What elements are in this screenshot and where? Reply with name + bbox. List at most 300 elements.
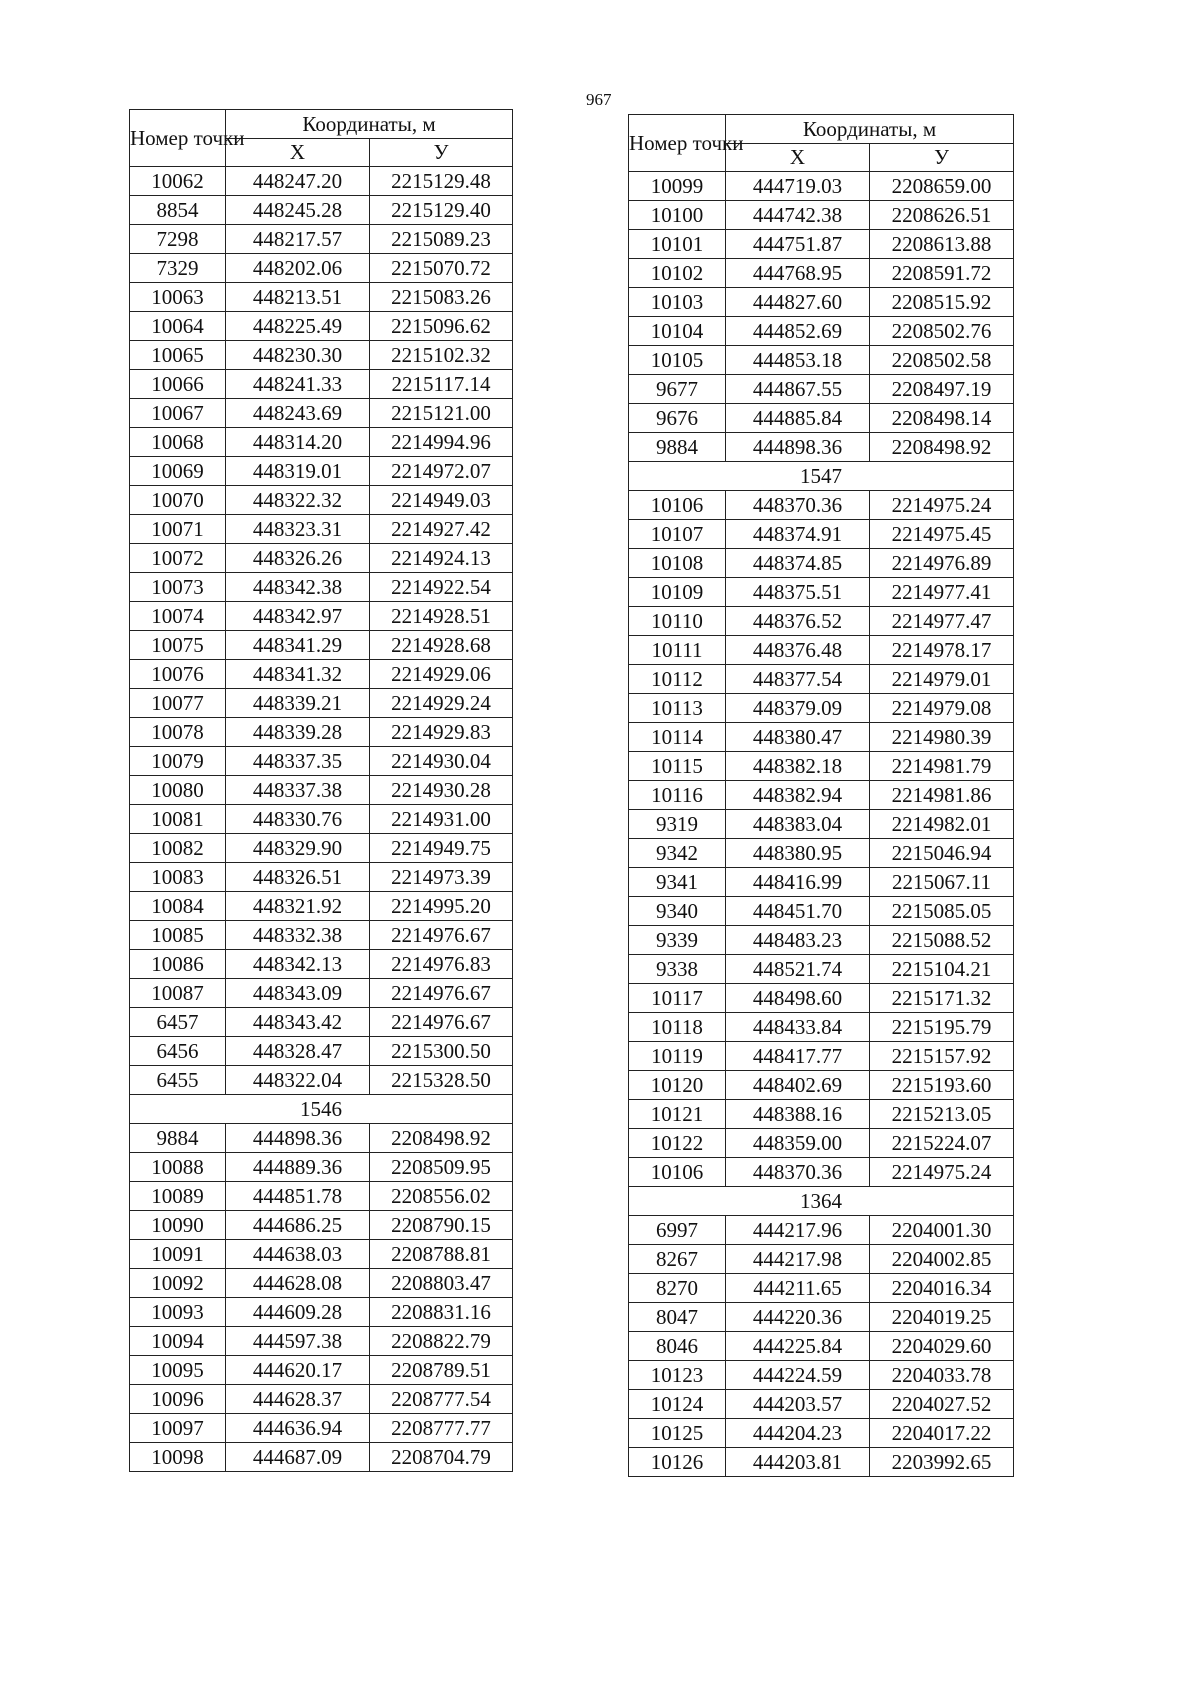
- x-coordinate-cell: 444620.17: [226, 1356, 370, 1385]
- y-coordinate-cell: 2214975.24: [870, 491, 1014, 520]
- table-row: [130, 167, 513, 196]
- x-coordinate-cell: 444628.08: [226, 1269, 370, 1298]
- point-number-cell: 10087: [130, 979, 226, 1008]
- x-coordinate-cell: 444609.28: [226, 1298, 370, 1327]
- y-coordinate-cell: 2208822.79: [370, 1327, 513, 1356]
- point-number-header: [629, 115, 744, 172]
- table-row: [629, 433, 1014, 462]
- y-coordinate-cell: 2204027.52: [870, 1390, 1014, 1419]
- table-row: [130, 457, 513, 486]
- y-coordinate-cell: 2214930.04: [370, 747, 513, 776]
- x-coordinate-cell: 444889.36: [226, 1153, 370, 1182]
- y-column-header: У: [870, 144, 1014, 172]
- y-coordinate-cell: 2203992.65: [870, 1448, 1014, 1477]
- table-row: [629, 839, 1014, 868]
- x-coordinate-cell: 444852.69: [726, 317, 870, 346]
- y-coordinate-cell: 2204017.22: [870, 1419, 1014, 1448]
- table-body-right: [629, 172, 1014, 1477]
- point-number-cell: 10108: [629, 549, 726, 578]
- y-coordinate-cell: 2204016.34: [870, 1274, 1014, 1303]
- x-coordinate-cell: 448339.21: [226, 689, 370, 718]
- x-coordinate-cell: 448322.04: [226, 1066, 370, 1095]
- table-row: [130, 1385, 513, 1414]
- x-coordinate-cell: 444636.94: [226, 1414, 370, 1443]
- point-number-cell: 10112: [629, 665, 726, 694]
- x-column-header: X: [226, 139, 370, 167]
- point-number-cell: 10072: [130, 544, 226, 573]
- x-coordinate-cell: 448359.00: [726, 1129, 870, 1158]
- point-number-cell: 10099: [629, 172, 726, 201]
- table-row: [629, 1332, 1014, 1361]
- x-coordinate-cell: 444898.36: [226, 1124, 370, 1153]
- table-row: [130, 341, 513, 370]
- y-coordinate-cell: 2214928.51: [370, 602, 513, 631]
- point-number-cell: 10095: [130, 1356, 226, 1385]
- parcel-number: 1546: [130, 1095, 513, 1124]
- point-number-cell: 10123: [629, 1361, 726, 1390]
- table-row: [130, 747, 513, 776]
- table-row: [629, 665, 1014, 694]
- x-coordinate-cell: 448341.32: [226, 660, 370, 689]
- y-coordinate-cell: 2215129.40: [370, 196, 513, 225]
- y-coordinate-cell: 2214979.01: [870, 665, 1014, 694]
- table-row: [130, 486, 513, 515]
- y-coordinate-cell: 2204033.78: [870, 1361, 1014, 1390]
- x-coordinate-cell: 448326.26: [226, 544, 370, 573]
- y-coordinate-cell: 2204001.30: [870, 1216, 1014, 1245]
- table-row: [130, 979, 513, 1008]
- y-coordinate-cell: 2214975.45: [870, 520, 1014, 549]
- y-coordinate-cell: 2204002.85: [870, 1245, 1014, 1274]
- x-coordinate-cell: 444224.59: [726, 1361, 870, 1390]
- y-coordinate-cell: 2214980.39: [870, 723, 1014, 752]
- y-coordinate-cell: 2208498.92: [370, 1124, 513, 1153]
- x-coordinate-cell: 448342.13: [226, 950, 370, 979]
- table-row: [130, 1211, 513, 1240]
- x-coordinate-cell: 448339.28: [226, 718, 370, 747]
- coordinates-header: Координаты, м: [226, 110, 513, 139]
- x-coordinate-cell: 444220.36: [726, 1303, 870, 1332]
- x-coordinate-cell: 444867.55: [726, 375, 870, 404]
- x-coordinate-cell: 444827.60: [726, 288, 870, 317]
- point-number-cell: 10107: [629, 520, 726, 549]
- y-coordinate-cell: 2214975.24: [870, 1158, 1014, 1187]
- table-row: [629, 984, 1014, 1013]
- point-number-cell: 6455: [130, 1066, 226, 1095]
- x-coordinate-cell: 448247.20: [226, 167, 370, 196]
- y-coordinate-cell: 2214977.41: [870, 578, 1014, 607]
- table-row: [130, 718, 513, 747]
- point-number-cell: 10096: [130, 1385, 226, 1414]
- point-number-cell: 10106: [629, 491, 726, 520]
- y-coordinate-cell: 2215157.92: [870, 1042, 1014, 1071]
- x-column-header: X: [726, 144, 870, 172]
- point-number-cell: 10104: [629, 317, 726, 346]
- x-coordinate-cell: 448322.32: [226, 486, 370, 515]
- point-number-cell: 10083: [130, 863, 226, 892]
- y-coordinate-cell: 2215096.62: [370, 312, 513, 341]
- x-coordinate-cell: 448342.38: [226, 573, 370, 602]
- table-row: [130, 515, 513, 544]
- y-coordinate-cell: 2214981.79: [870, 752, 1014, 781]
- table-row: [629, 1448, 1014, 1477]
- y-coordinate-cell: 2215224.07: [870, 1129, 1014, 1158]
- table-row: [130, 428, 513, 457]
- x-coordinate-cell: 448330.76: [226, 805, 370, 834]
- x-coordinate-cell: 448383.04: [726, 810, 870, 839]
- point-number-cell: 9319: [629, 810, 726, 839]
- point-number-cell: 10089: [130, 1182, 226, 1211]
- table-row: [130, 544, 513, 573]
- point-number-cell: 10068: [130, 428, 226, 457]
- x-coordinate-cell: 444638.03: [226, 1240, 370, 1269]
- table-row: [629, 636, 1014, 665]
- x-coordinate-cell: 448230.30: [226, 341, 370, 370]
- point-number-cell: 10069: [130, 457, 226, 486]
- table-row: [629, 1042, 1014, 1071]
- point-number-cell: 10086: [130, 950, 226, 979]
- x-coordinate-cell: 444211.65: [726, 1274, 870, 1303]
- x-coordinate-cell: 448375.51: [726, 578, 870, 607]
- y-coordinate-cell: 2214994.96: [370, 428, 513, 457]
- point-number-cell: 10091: [130, 1240, 226, 1269]
- table-row: [629, 491, 1014, 520]
- point-number-cell: 10119: [629, 1042, 726, 1071]
- y-coordinate-cell: 2215121.00: [370, 399, 513, 428]
- y-coordinate-cell: 2214976.67: [370, 921, 513, 950]
- point-number-cell: 10125: [629, 1419, 726, 1448]
- point-number-cell: 10062: [130, 167, 226, 196]
- point-number-cell: 7298: [130, 225, 226, 254]
- table-row: [130, 1182, 513, 1211]
- x-coordinate-cell: 444742.38: [726, 201, 870, 230]
- x-coordinate-cell: 448376.48: [726, 636, 870, 665]
- point-number-cell: 10066: [130, 370, 226, 399]
- x-coordinate-cell: 444225.84: [726, 1332, 870, 1361]
- x-coordinate-cell: 444597.38: [226, 1327, 370, 1356]
- table-row: [130, 312, 513, 341]
- x-coordinate-cell: 448374.85: [726, 549, 870, 578]
- x-coordinate-cell: 448326.51: [226, 863, 370, 892]
- y-coordinate-cell: 2215089.23: [370, 225, 513, 254]
- point-number-cell: 9340: [629, 897, 726, 926]
- y-coordinate-cell: 2214982.01: [870, 810, 1014, 839]
- y-coordinate-cell: 2208613.88: [870, 230, 1014, 259]
- table-row: [629, 694, 1014, 723]
- table-row: [130, 805, 513, 834]
- y-coordinate-cell: 2208626.51: [870, 201, 1014, 230]
- y-coordinate-cell: 2208502.76: [870, 317, 1014, 346]
- coordinates-table-right: [628, 114, 1014, 1477]
- x-coordinate-cell: 448337.35: [226, 747, 370, 776]
- point-number-cell: 10098: [130, 1443, 226, 1472]
- x-coordinate-cell: 444768.95: [726, 259, 870, 288]
- point-number-cell: 10073: [130, 573, 226, 602]
- table-row: [130, 1414, 513, 1443]
- y-coordinate-cell: 2214927.42: [370, 515, 513, 544]
- table-row: [629, 723, 1014, 752]
- point-number-cell: 10117: [629, 984, 726, 1013]
- x-coordinate-cell: 448416.99: [726, 868, 870, 897]
- y-coordinate-cell: 2214978.17: [870, 636, 1014, 665]
- y-coordinate-cell: 2208515.92: [870, 288, 1014, 317]
- y-coordinate-cell: 2215171.32: [870, 984, 1014, 1013]
- table-row: [130, 196, 513, 225]
- table-row: [629, 1390, 1014, 1419]
- y-coordinate-cell: 2214979.08: [870, 694, 1014, 723]
- x-coordinate-cell: 444853.18: [726, 346, 870, 375]
- x-coordinate-cell: 448323.31: [226, 515, 370, 544]
- point-number-cell: 10120: [629, 1071, 726, 1100]
- x-coordinate-cell: 448370.36: [726, 491, 870, 520]
- point-number-cell: 10126: [629, 1448, 726, 1477]
- point-number-cell: 9338: [629, 955, 726, 984]
- x-coordinate-cell: 448329.90: [226, 834, 370, 863]
- point-number-cell: 10065: [130, 341, 226, 370]
- y-coordinate-cell: 2208777.77: [370, 1414, 513, 1443]
- table-row: [130, 776, 513, 805]
- x-coordinate-cell: 448202.06: [226, 254, 370, 283]
- y-coordinate-cell: 2208790.15: [370, 1211, 513, 1240]
- y-coordinate-cell: 2208777.54: [370, 1385, 513, 1414]
- point-number-cell: 10090: [130, 1211, 226, 1240]
- point-number-cell: 9676: [629, 404, 726, 433]
- table-row: [629, 1303, 1014, 1332]
- y-coordinate-cell: 2214972.07: [370, 457, 513, 486]
- parcel-group-row: [130, 1095, 513, 1124]
- point-number-cell: 10063: [130, 283, 226, 312]
- y-coordinate-cell: 2208788.81: [370, 1240, 513, 1269]
- table-row: [629, 201, 1014, 230]
- x-coordinate-cell: 448225.49: [226, 312, 370, 341]
- y-coordinate-cell: 2214929.06: [370, 660, 513, 689]
- x-coordinate-cell: 448341.29: [226, 631, 370, 660]
- point-number-cell: 9884: [130, 1124, 226, 1153]
- table-row: [130, 1008, 513, 1037]
- y-coordinate-cell: 2208498.14: [870, 404, 1014, 433]
- x-coordinate-cell: 448314.20: [226, 428, 370, 457]
- parcel-group-row: [629, 1187, 1014, 1216]
- point-number-cell: 10124: [629, 1390, 726, 1419]
- point-number-cell: 7329: [130, 254, 226, 283]
- table-row: [130, 1124, 513, 1153]
- x-coordinate-cell: 448382.94: [726, 781, 870, 810]
- table-row: [130, 892, 513, 921]
- y-coordinate-cell: 2208803.47: [370, 1269, 513, 1298]
- y-coordinate-cell: 2215070.72: [370, 254, 513, 283]
- y-coordinate-cell: 2214949.75: [370, 834, 513, 863]
- x-coordinate-cell: 448451.70: [726, 897, 870, 926]
- y-coordinate-cell: 2208498.92: [870, 433, 1014, 462]
- parcel-number: 1547: [629, 462, 1014, 491]
- point-number-cell: 10076: [130, 660, 226, 689]
- table-row: [629, 1216, 1014, 1245]
- y-coordinate-cell: 2215085.05: [870, 897, 1014, 926]
- y-coordinate-cell: 2204019.25: [870, 1303, 1014, 1332]
- point-number-cell: 10078: [130, 718, 226, 747]
- x-coordinate-cell: 448213.51: [226, 283, 370, 312]
- table-row: [130, 1037, 513, 1066]
- y-coordinate-cell: 2215102.32: [370, 341, 513, 370]
- x-coordinate-cell: 444719.03: [726, 172, 870, 201]
- x-coordinate-cell: 444204.23: [726, 1419, 870, 1448]
- x-coordinate-cell: 448370.36: [726, 1158, 870, 1187]
- table-row: [130, 660, 513, 689]
- x-coordinate-cell: 448483.23: [726, 926, 870, 955]
- y-coordinate-cell: 2215328.50: [370, 1066, 513, 1095]
- x-coordinate-cell: 448377.54: [726, 665, 870, 694]
- point-number-cell: 9884: [629, 433, 726, 462]
- y-coordinate-cell: 2214922.54: [370, 573, 513, 602]
- x-coordinate-cell: 448328.47: [226, 1037, 370, 1066]
- y-coordinate-cell: 2208591.72: [870, 259, 1014, 288]
- y-coordinate-cell: 2215067.11: [870, 868, 1014, 897]
- table-row: [629, 1419, 1014, 1448]
- table-row: [629, 781, 1014, 810]
- point-number-cell: 10100: [629, 201, 726, 230]
- x-coordinate-cell: 448217.57: [226, 225, 370, 254]
- table-row: [629, 1158, 1014, 1187]
- x-coordinate-cell: 448332.38: [226, 921, 370, 950]
- x-coordinate-cell: 444686.25: [226, 1211, 370, 1240]
- y-coordinate-cell: 2214981.86: [870, 781, 1014, 810]
- x-coordinate-cell: 444217.98: [726, 1245, 870, 1274]
- x-coordinate-cell: 448388.16: [726, 1100, 870, 1129]
- x-coordinate-cell: 448241.33: [226, 370, 370, 399]
- x-coordinate-cell: 448245.28: [226, 196, 370, 225]
- y-coordinate-cell: 2214976.83: [370, 950, 513, 979]
- point-number-cell: 10077: [130, 689, 226, 718]
- table-row: [629, 607, 1014, 636]
- point-number-cell: 8047: [629, 1303, 726, 1332]
- y-coordinate-cell: 2215088.52: [870, 926, 1014, 955]
- y-coordinate-cell: 2215300.50: [370, 1037, 513, 1066]
- table-row: [629, 1129, 1014, 1158]
- point-number-header-label: Номер точки: [130, 126, 245, 150]
- table-row: [130, 225, 513, 254]
- parcel-number: 1364: [629, 1187, 1014, 1216]
- y-coordinate-cell: 2204029.60: [870, 1332, 1014, 1361]
- point-number-cell: 10114: [629, 723, 726, 752]
- point-number-cell: 10085: [130, 921, 226, 950]
- y-coordinate-cell: 2214930.28: [370, 776, 513, 805]
- table-row: [130, 863, 513, 892]
- y-coordinate-cell: 2214928.68: [370, 631, 513, 660]
- y-coordinate-cell: 2215104.21: [870, 955, 1014, 984]
- table-row: [130, 1327, 513, 1356]
- coordinates-table-left: [129, 109, 513, 1472]
- x-coordinate-cell: 444898.36: [726, 433, 870, 462]
- x-coordinate-cell: 448343.09: [226, 979, 370, 1008]
- table-row: [629, 578, 1014, 607]
- table-row: [130, 1066, 513, 1095]
- table-row: [130, 834, 513, 863]
- point-number-cell: 10094: [130, 1327, 226, 1356]
- table-row: [130, 1269, 513, 1298]
- y-coordinate-cell: 2214929.83: [370, 718, 513, 747]
- x-coordinate-cell: 448376.52: [726, 607, 870, 636]
- point-number-cell: 10102: [629, 259, 726, 288]
- x-coordinate-cell: 448319.01: [226, 457, 370, 486]
- point-number-cell: 10110: [629, 607, 726, 636]
- y-coordinate-cell: 2214995.20: [370, 892, 513, 921]
- y-coordinate-cell: 2215083.26: [370, 283, 513, 312]
- point-number-cell: 10079: [130, 747, 226, 776]
- x-coordinate-cell: 448343.42: [226, 1008, 370, 1037]
- x-coordinate-cell: 448380.95: [726, 839, 870, 868]
- point-number-cell: 10093: [130, 1298, 226, 1327]
- point-number-cell: 10103: [629, 288, 726, 317]
- point-number-cell: 8046: [629, 1332, 726, 1361]
- x-coordinate-cell: 444628.37: [226, 1385, 370, 1414]
- table-row: [130, 370, 513, 399]
- x-coordinate-cell: 448382.18: [726, 752, 870, 781]
- point-number-cell: 8270: [629, 1274, 726, 1303]
- x-coordinate-cell: 448374.91: [726, 520, 870, 549]
- x-coordinate-cell: 444203.57: [726, 1390, 870, 1419]
- point-number-cell: 10106: [629, 1158, 726, 1187]
- table-row: [130, 1298, 513, 1327]
- point-number-cell: 10075: [130, 631, 226, 660]
- y-coordinate-cell: 2208497.19: [870, 375, 1014, 404]
- x-coordinate-cell: 448417.77: [726, 1042, 870, 1071]
- table-row: [629, 375, 1014, 404]
- table-row: [130, 573, 513, 602]
- y-column-header: У: [370, 139, 513, 167]
- point-number-cell: 10074: [130, 602, 226, 631]
- point-number-cell: 10105: [629, 346, 726, 375]
- table-row: [629, 897, 1014, 926]
- y-coordinate-cell: 2214949.03: [370, 486, 513, 515]
- point-number-cell: 9341: [629, 868, 726, 897]
- point-number-cell: 10067: [130, 399, 226, 428]
- y-coordinate-cell: 2215193.60: [870, 1071, 1014, 1100]
- x-coordinate-cell: 444687.09: [226, 1443, 370, 1472]
- point-number-cell: 8854: [130, 196, 226, 225]
- point-number-cell: 9677: [629, 375, 726, 404]
- y-coordinate-cell: 2208831.16: [370, 1298, 513, 1327]
- point-number-cell: 10122: [629, 1129, 726, 1158]
- point-number-cell: 6997: [629, 1216, 726, 1245]
- y-coordinate-cell: 2215129.48: [370, 167, 513, 196]
- point-number-cell: 10121: [629, 1100, 726, 1129]
- table-row: [629, 288, 1014, 317]
- y-coordinate-cell: 2215046.94: [870, 839, 1014, 868]
- x-coordinate-cell: 444751.87: [726, 230, 870, 259]
- y-coordinate-cell: 2214976.67: [370, 1008, 513, 1037]
- table-row: [629, 752, 1014, 781]
- table-row: [130, 921, 513, 950]
- x-coordinate-cell: 448521.74: [726, 955, 870, 984]
- table-row: [130, 1443, 513, 1472]
- point-number-cell: 6456: [130, 1037, 226, 1066]
- table-row: [629, 317, 1014, 346]
- x-coordinate-cell: 448243.69: [226, 399, 370, 428]
- table-row: [130, 1153, 513, 1182]
- point-number-cell: 10081: [130, 805, 226, 834]
- table-row: [629, 868, 1014, 897]
- table-row: [130, 950, 513, 979]
- table-row: [629, 346, 1014, 375]
- x-coordinate-cell: 448402.69: [726, 1071, 870, 1100]
- y-coordinate-cell: 2208659.00: [870, 172, 1014, 201]
- y-coordinate-cell: 2208556.02: [370, 1182, 513, 1211]
- table-row: [130, 689, 513, 718]
- table-row: [629, 259, 1014, 288]
- page-number: 967: [586, 90, 612, 109]
- table-row: [629, 955, 1014, 984]
- y-coordinate-cell: 2214929.24: [370, 689, 513, 718]
